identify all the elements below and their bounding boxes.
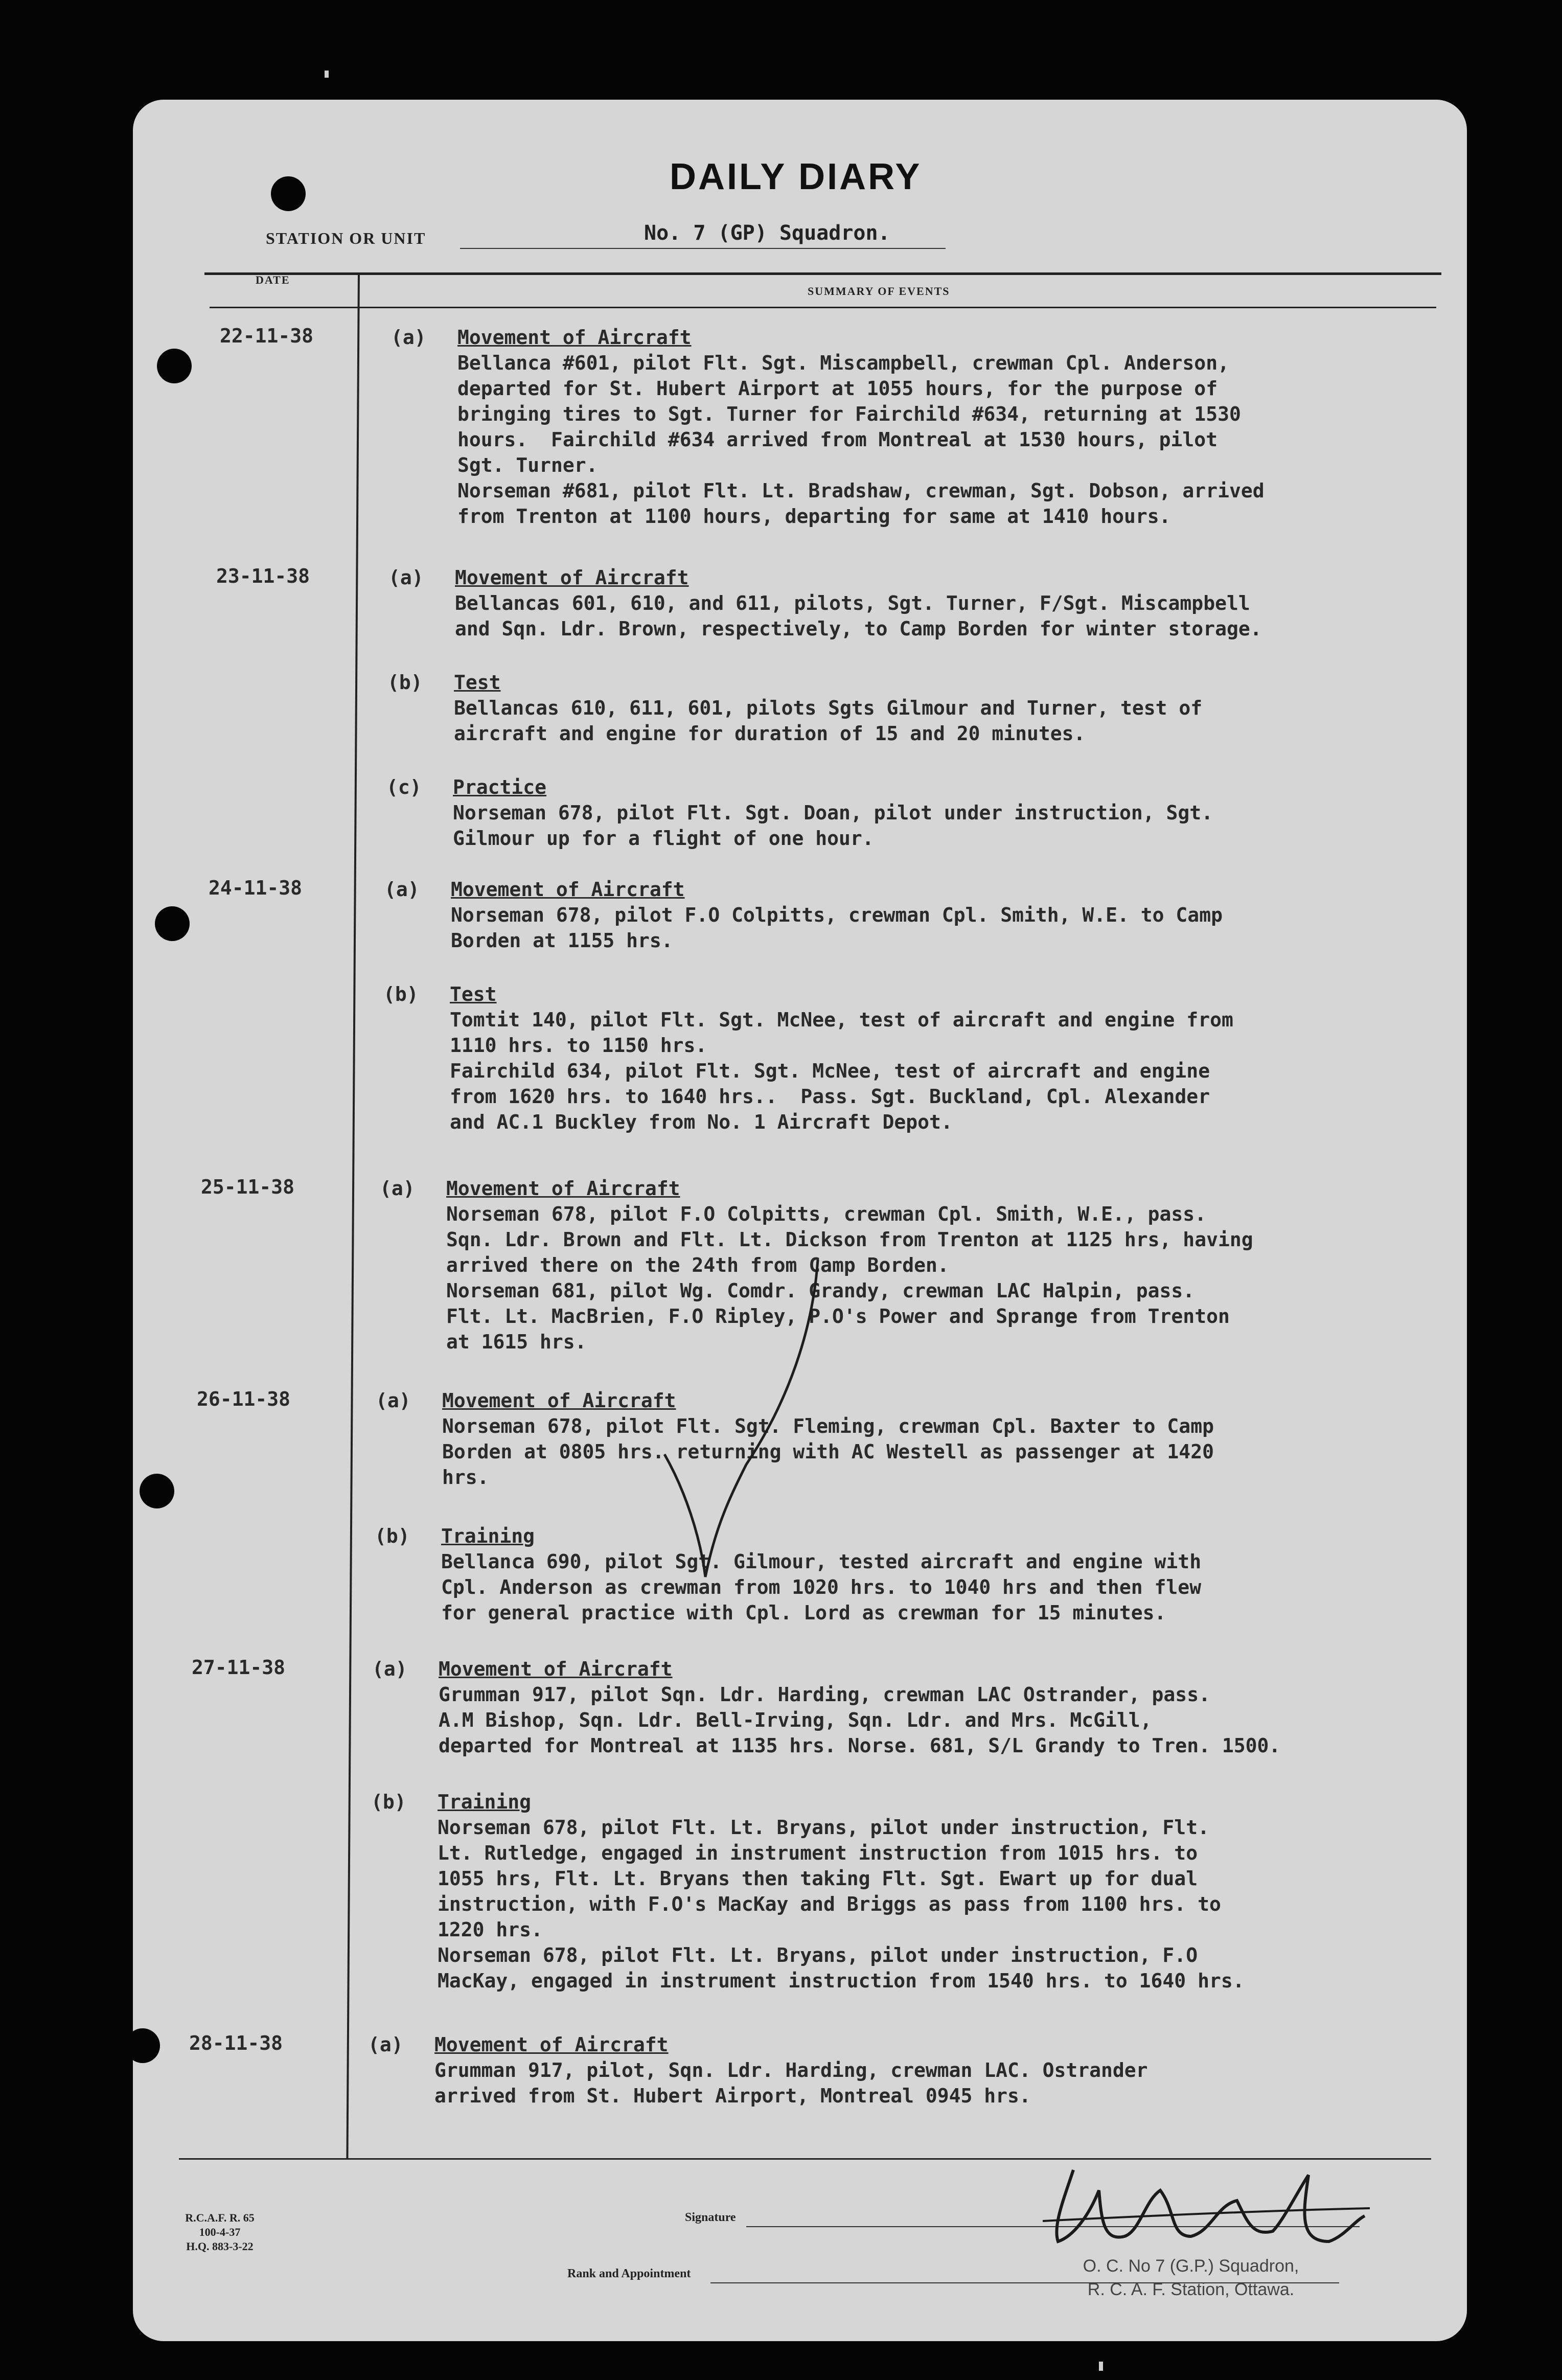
item-heading: Movement of Aircraft bbox=[434, 2033, 669, 2056]
item-body bbox=[455, 565, 1416, 642]
entry-date: 25-11-38 bbox=[201, 1176, 295, 1198]
item-line: from 1620 hrs. to 1640 hrs.. Pass. Sgt. Buckland, Cpl. Alexander bbox=[450, 1085, 1210, 1108]
item-body bbox=[438, 1789, 1398, 1994]
item-letter: (a) bbox=[391, 326, 426, 349]
item-line: 1110 hrs. to 1150 hrs. bbox=[450, 1034, 707, 1057]
item-line: Bellancas 610, 611, 601, pilots Sgts Gilmour and Turner, test of bbox=[454, 697, 1203, 719]
item-letter: (a) bbox=[372, 1658, 407, 1680]
item-line: departed for Montreal at 1135 hrs. Norse. 681, S/L Grandy to Tren. 1500. bbox=[439, 1734, 1281, 1757]
item-line: Norseman #681, pilot Flt. Lt. Bradshaw, crewman, Sgt. Dobson, arrived bbox=[457, 479, 1265, 502]
item-line: aircraft and engine for duration of 15 and 20 minutes. bbox=[454, 722, 1086, 745]
page-title: DAILY DIARY bbox=[670, 156, 922, 197]
item-line: Borden at 0805 hrs. returning with AC Westell as passenger at 1420 bbox=[442, 1440, 1214, 1463]
item-line: Norseman 678, pilot F.O Colpitts, crewman Cpl. Smith, W.E., pass. bbox=[446, 1203, 1207, 1225]
item-body bbox=[454, 670, 1415, 746]
item-line: and Sqn. Ldr. Brown, respectively, to Camp Borden for winter storage. bbox=[455, 617, 1262, 640]
rank-label: Rank and Appointment bbox=[567, 2267, 691, 2280]
item-line: at 1615 hrs. bbox=[446, 1331, 587, 1353]
item-body bbox=[441, 1523, 1402, 1626]
date-column-divider bbox=[346, 272, 360, 2160]
signature-label: Signature bbox=[685, 2211, 736, 2224]
item-line: Grumman 917, pilot, Sqn. Ldr. Harding, crewman LAC. Ostrander bbox=[434, 2059, 1148, 2081]
form-line: 100-4-37 bbox=[199, 2226, 241, 2238]
item-letter: (a) bbox=[384, 878, 420, 901]
item-body bbox=[434, 2032, 1395, 2109]
item-body bbox=[453, 774, 1414, 851]
diary-sheet bbox=[133, 100, 1467, 2341]
item-line: hours. Fairchild #634 arrived from Montreal at 1530 hours, pilot bbox=[457, 428, 1218, 451]
date-column-header: DATE bbox=[256, 273, 290, 286]
entry-date: 23-11-38 bbox=[216, 565, 310, 587]
item-letter: (b) bbox=[371, 1791, 406, 1813]
binder-hole bbox=[140, 1474, 174, 1508]
item-line: Norseman 678, pilot Flt. Sgt. Doan, pilot under instruction, Sgt. bbox=[453, 802, 1213, 824]
entry-date: 28-11-38 bbox=[189, 2032, 283, 2054]
station-label: STATION OR UNIT bbox=[266, 229, 426, 247]
item-line: 1220 hrs. bbox=[438, 1918, 543, 1941]
item-letter: (a) bbox=[376, 1389, 411, 1412]
summary-column-header: SUMMARY OF EVENTS bbox=[808, 285, 950, 298]
item-letter: (a) bbox=[388, 566, 424, 589]
item-letter: (a) bbox=[368, 2033, 403, 2056]
item-heading: Practice bbox=[453, 776, 547, 798]
item-line: MacKay, engaged in instrument instruction from 1540 hrs. to 1640 hrs. bbox=[438, 1970, 1245, 1992]
binder-hole bbox=[271, 176, 306, 211]
item-letter: (b) bbox=[387, 671, 423, 694]
item-letter: (b) bbox=[383, 983, 419, 1005]
item-heading: Test bbox=[450, 983, 497, 1005]
item-line: instruction, with F.O's MacKay and Briggs as pass from 1100 hrs. to bbox=[438, 1893, 1221, 1915]
item-line: Gilmour up for a flight of one hour. bbox=[453, 827, 874, 850]
item-line: and AC.1 Buckley from No. 1 Aircraft Depot. bbox=[450, 1111, 953, 1133]
item-heading: Movement of Aircraft bbox=[446, 1177, 680, 1200]
item-letter: (b) bbox=[375, 1525, 410, 1547]
form-number bbox=[169, 2211, 271, 2254]
item-line: Fairchild 634, pilot Flt. Sgt. McNee, test of aircraft and engine bbox=[450, 1060, 1210, 1082]
film-edge-tick bbox=[325, 71, 329, 78]
item-line: Sgt. Turner. bbox=[457, 454, 598, 476]
stamp-line: R. C. A. F. Station, Ottawa. bbox=[1087, 2280, 1295, 2299]
item-line: from Trenton at 1100 hours, departing for same at 1410 hours. bbox=[457, 505, 1171, 528]
item-line: Bellanca 690, pilot Sgt. Gilmour, tested aircraft and engine with bbox=[441, 1550, 1202, 1573]
item-heading: Movement of Aircraft bbox=[455, 566, 689, 589]
form-line: R.C.A.F. R. 65 bbox=[185, 2211, 255, 2224]
item-line: Cpl. Anderson as crewman from 1020 hrs. to 1040 hrs and then flew bbox=[441, 1576, 1202, 1598]
handwritten-signature bbox=[1043, 2160, 1370, 2257]
item-body bbox=[442, 1388, 1403, 1490]
item-letter: (a) bbox=[380, 1177, 415, 1200]
item-letter: (c) bbox=[386, 776, 422, 798]
item-line: Flt. Lt. MacBrien, F.O Ripley, P.O's Power and Sprange from Trenton bbox=[446, 1305, 1230, 1328]
entry-date: 27-11-38 bbox=[192, 1656, 286, 1679]
officer-stamp bbox=[1012, 2254, 1370, 2301]
item-line: Norseman 678, pilot Flt. Sgt. Fleming, crewman Cpl. Baxter to Camp bbox=[442, 1415, 1214, 1437]
item-line: arrived there on the 24th from Camp Borden. bbox=[446, 1254, 949, 1276]
item-line: Sqn. Ldr. Brown and Flt. Lt. Dickson from Trenton at 1125 hrs, having bbox=[446, 1228, 1253, 1251]
item-line: Bellanca #601, pilot Flt. Sgt. Miscampbell, crewman Cpl. Anderson, bbox=[457, 352, 1229, 374]
item-line: departed for St. Hubert Airport at 1055 hours, for the purpose of bbox=[457, 377, 1218, 400]
item-line: bringing tires to Sgt. Turner for Fairchild #634, returning at 1530 bbox=[457, 403, 1241, 425]
binder-hole bbox=[157, 349, 192, 383]
item-heading: Movement of Aircraft bbox=[439, 1658, 673, 1680]
item-heading: Training bbox=[441, 1525, 535, 1547]
item-heading: Test bbox=[454, 671, 501, 694]
item-line: Tomtit 140, pilot Flt. Sgt. McNee, test of aircraft and engine from bbox=[450, 1009, 1233, 1031]
film-edge-tick bbox=[1099, 2362, 1103, 2371]
item-heading: Movement of Aircraft bbox=[457, 326, 692, 349]
entry-date: 24-11-38 bbox=[209, 877, 303, 899]
station-value: No. 7 (GP) Squadron. bbox=[644, 221, 890, 245]
item-line: Bellancas 601, 610, and 611, pilots, Sgt. Turner, F/Sgt. Miscampbell bbox=[455, 592, 1250, 614]
item-line: for general practice with Cpl. Lord as crewman for 15 minutes. bbox=[441, 1601, 1166, 1624]
stamp-line: O. C. No 7 (G.P.) Squadron, bbox=[1083, 2256, 1299, 2276]
item-line: Borden at 1155 hrs. bbox=[451, 929, 673, 952]
item-line: A.M Bishop, Sqn. Ldr. Bell-Irving, Sqn. Ldr. and Mrs. McGill, bbox=[439, 1709, 1152, 1731]
item-line: Norseman 678, pilot Flt. Lt. Bryans, pilot under instruction, F.O bbox=[438, 1944, 1198, 1966]
item-line: hrs. bbox=[442, 1466, 489, 1489]
item-body bbox=[450, 981, 1411, 1135]
item-body bbox=[457, 325, 1418, 529]
item-body bbox=[451, 877, 1412, 953]
item-line: Grumman 917, pilot Sqn. Ldr. Harding, crewman LAC Ostrander, pass. bbox=[439, 1683, 1210, 1706]
handwritten-check-mark bbox=[659, 1250, 843, 1597]
item-line: 1055 hrs, Flt. Lt. Bryans then taking Flt. Sgt. Ewart up for dual bbox=[438, 1867, 1198, 1890]
station-underline bbox=[460, 248, 946, 249]
item-heading: Movement of Aircraft bbox=[451, 878, 685, 901]
header-rule bbox=[204, 272, 1441, 275]
item-heading: Training bbox=[438, 1791, 532, 1813]
item-body bbox=[439, 1656, 1399, 1758]
header-rule-lower bbox=[210, 307, 1436, 308]
binder-hole bbox=[133, 2028, 160, 2063]
item-heading: Movement of Aircraft bbox=[442, 1389, 676, 1412]
form-line: H.Q. 883-3-22 bbox=[186, 2240, 254, 2253]
item-line: arrived from St. Hubert Airport, Montreal 0945 hrs. bbox=[434, 2085, 1031, 2107]
entry-date: 26-11-38 bbox=[197, 1388, 291, 1410]
binder-hole bbox=[155, 906, 190, 941]
entry-date: 22-11-38 bbox=[220, 325, 314, 347]
item-body bbox=[446, 1176, 1407, 1355]
item-line: Norseman 681, pilot Wg. Comdr. Grandy, crewman LAC Halpin, pass. bbox=[446, 1279, 1195, 1302]
item-line: Lt. Rutledge, engaged in instrument instruction from 1015 hrs. to bbox=[438, 1842, 1198, 1864]
item-line: Norseman 678, pilot Flt. Lt. Bryans, pilot under instruction, Flt. bbox=[438, 1816, 1209, 1839]
item-line: Norseman 678, pilot F.O Colpitts, crewman Cpl. Smith, W.E. to Camp bbox=[451, 904, 1223, 926]
